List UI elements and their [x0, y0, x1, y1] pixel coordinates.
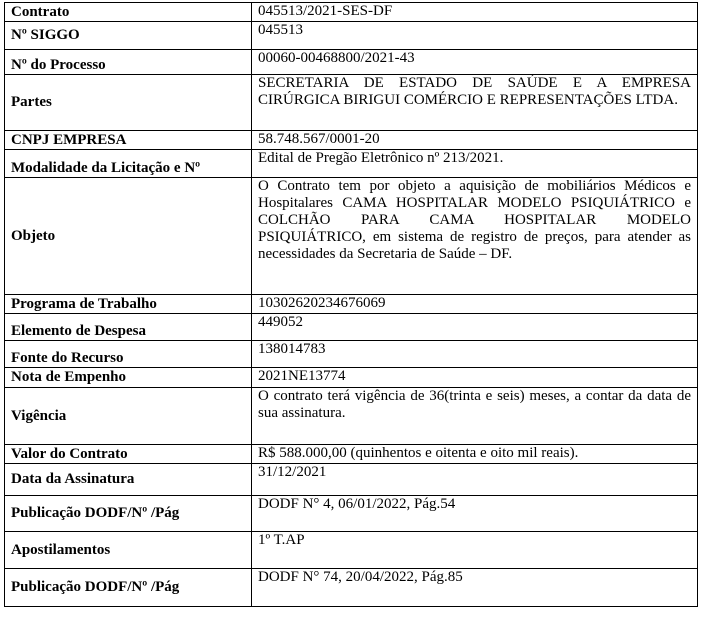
- table-row-publicacao-2: [5, 569, 698, 607]
- row-label: Elemento de Despesa: [5, 314, 252, 341]
- row-value: DODF N° 4, 06/01/2022, Pág.54: [252, 496, 698, 532]
- table-row-vigencia: [5, 388, 698, 445]
- row-value: 045513/2021-SES-DF: [252, 3, 698, 22]
- row-value: 1º T.AP: [252, 532, 698, 569]
- row-value: 58.748.567/0001-20: [252, 131, 698, 150]
- table-row-objeto: [5, 178, 698, 295]
- row-value: SECRETARIA DE ESTADO DE SAÚDE E A EMPRESA CIRÚRGICA BIRIGUI COMÉRCIO E REPRESENTAÇÕES LTDA.: [252, 75, 698, 131]
- table-row-partes: [5, 75, 698, 131]
- row-value: 449052: [252, 314, 698, 341]
- contract-summary-table: [4, 2, 698, 607]
- row-value: DODF N° 74, 20/04/2022, Pág.85: [252, 569, 698, 607]
- table-row-valor: [5, 445, 698, 464]
- table-row-programa: [5, 295, 698, 314]
- table-row-publicacao-1: [5, 496, 698, 532]
- row-value: O contrato terá vigência de 36(trinta e seis) meses, a contar da data de sua assinatura.: [252, 388, 698, 445]
- table-row-elemento: [5, 314, 698, 341]
- table-row-cnpj: [5, 131, 698, 150]
- row-value: 31/12/2021: [252, 464, 698, 496]
- row-label: Nº SIGGO: [5, 22, 252, 50]
- row-label: Data da Assinatura: [5, 464, 252, 496]
- row-label: Programa de Trabalho: [5, 295, 252, 314]
- row-label: Fonte do Recurso: [5, 341, 252, 368]
- row-label: Nº do Processo: [5, 50, 252, 75]
- row-label: Publicação DODF/Nº /Pág: [5, 569, 252, 607]
- row-value: Edital de Pregão Eletrônico nº 213/2021.: [252, 150, 698, 178]
- table-row-assinatura: [5, 464, 698, 496]
- row-label: Objeto: [5, 178, 252, 295]
- row-value: 10302620234676069: [252, 295, 698, 314]
- row-label: Nota de Empenho: [5, 368, 252, 388]
- row-value: R$ 588.000,00 (quinhentos e oitenta e oito mil reais).: [252, 445, 698, 464]
- row-value: O Contrato tem por objeto a aquisição de mobiliários Médicos e Hospitalares CAMA HOSPITALAR MODELO PSIQUIÁTRICO e COLCHÃO PARA CAMA HOSPITALAR MODELO PSIQUIÁTRICO, em sistema de registro de preços, para atender as necessidades da Secretaria de Saúde – DF.: [252, 178, 698, 295]
- table-row-fonte: [5, 341, 698, 368]
- row-label: Publicação DODF/Nº /Pág: [5, 496, 252, 532]
- table-row-empenho: [5, 368, 698, 388]
- row-label: Modalidade da Licitação e Nº: [5, 150, 252, 178]
- table-row-processo: [5, 50, 698, 75]
- row-label: Partes: [5, 75, 252, 131]
- table-row-apostilamentos: [5, 532, 698, 569]
- row-value: 00060-00468800/2021-43: [252, 50, 698, 75]
- row-label: Apostilamentos: [5, 532, 252, 569]
- table-row-siggo: [5, 22, 698, 50]
- row-label: CNPJ EMPRESA: [5, 131, 252, 150]
- row-label: Valor do Contrato: [5, 445, 252, 464]
- row-value: 138014783: [252, 341, 698, 368]
- table-row-contrato: [5, 3, 698, 22]
- row-label: Contrato: [5, 3, 252, 22]
- row-value: 2021NE13774: [252, 368, 698, 388]
- table-row-modalidade: [5, 150, 698, 178]
- row-label: Vigência: [5, 388, 252, 445]
- row-value: 045513: [252, 22, 698, 50]
